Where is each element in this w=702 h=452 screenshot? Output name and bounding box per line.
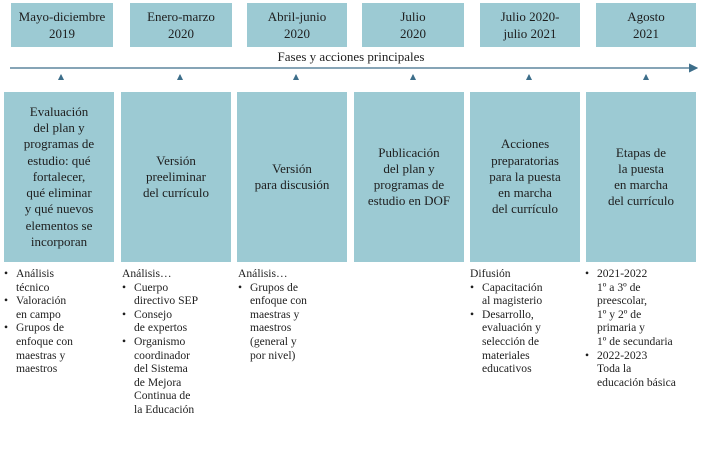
details-col-2 xyxy=(122,267,234,417)
bullet-list xyxy=(238,281,350,363)
date-box-2 xyxy=(130,3,232,47)
phase-label: Etapas de la puesta en marcha del currículo xyxy=(607,144,675,209)
phase-label: Evaluación del plan y programas de estudio: qué fortalecer, qué eliminar y qué nuevos elementos se incorporan xyxy=(23,104,95,249)
date-label: Abril-junio 2020 xyxy=(267,9,327,41)
date-box-6 xyxy=(596,3,696,47)
details-heading: Análisis… xyxy=(238,267,288,280)
list-item: • 2022-2023 Toda la educación básica xyxy=(585,349,700,390)
list-item: • 2021-2022 1º a 3º de preescolar, 1º y 2º de primaria y 1º de secundaria xyxy=(585,267,700,349)
date-label: Julio 2020- julio 2021 xyxy=(500,9,560,41)
bullet-list xyxy=(4,267,116,376)
date-box-3 xyxy=(247,3,347,47)
date-label: Julio 2020 xyxy=(400,9,426,41)
details-col-5 xyxy=(470,267,582,376)
list-item: • Valoración en campo xyxy=(4,294,116,321)
details-col-1 xyxy=(4,267,116,376)
timeline-title: Fases y acciones principales xyxy=(277,49,425,64)
phase-box-5 xyxy=(470,92,580,262)
phase-label: Versión para discusión xyxy=(254,160,330,192)
details-heading: Análisis… xyxy=(122,267,172,280)
phase-box-4 xyxy=(354,92,464,262)
details-col-6 xyxy=(585,267,700,389)
details-col-3 xyxy=(238,267,350,362)
phase-label: Versión preeliminar del currículo xyxy=(142,152,210,201)
list-item: • Grupos de enfoque con maestras y maestros (general y por nivel) xyxy=(238,281,350,363)
phase-label: Publicación del plan y programas de estudio en DOF xyxy=(367,144,451,209)
date-box-5 xyxy=(480,3,580,47)
date-label: Enero-marzo 2020 xyxy=(147,9,215,41)
phase-box-3 xyxy=(237,92,347,262)
list-item: • Grupos de enfoque con maestras y maestros xyxy=(4,321,116,375)
date-label: Mayo-diciembre 2019 xyxy=(18,9,106,41)
date-label: Agosto 2021 xyxy=(627,9,665,41)
phase-box-1 xyxy=(4,92,114,262)
phase-label: Acciones preparatorias para la puesta en marcha del currículo xyxy=(489,136,561,217)
phase-box-2 xyxy=(121,92,231,262)
list-item: • Análisis técnico xyxy=(4,267,116,294)
list-item: • Desarrollo, evaluación y selección de materiales educativos xyxy=(470,308,582,376)
date-box-1 xyxy=(11,3,113,47)
timeline-axis xyxy=(0,60,702,80)
date-box-4 xyxy=(362,3,464,47)
phase-box-6 xyxy=(586,92,696,262)
list-item: • Cuerpo directivo SEP xyxy=(122,281,234,308)
list-item: • Capacitación al magisterio xyxy=(470,281,582,308)
list-item: • Consejo de expertos xyxy=(122,308,234,335)
details-heading: Difusión xyxy=(470,267,511,280)
bullet-list xyxy=(585,267,700,389)
bullet-list xyxy=(122,281,234,417)
bullet-list xyxy=(470,281,582,376)
list-item: • Organismo coordinador del Sistema de Mejora Continua de la Educación xyxy=(122,335,234,417)
